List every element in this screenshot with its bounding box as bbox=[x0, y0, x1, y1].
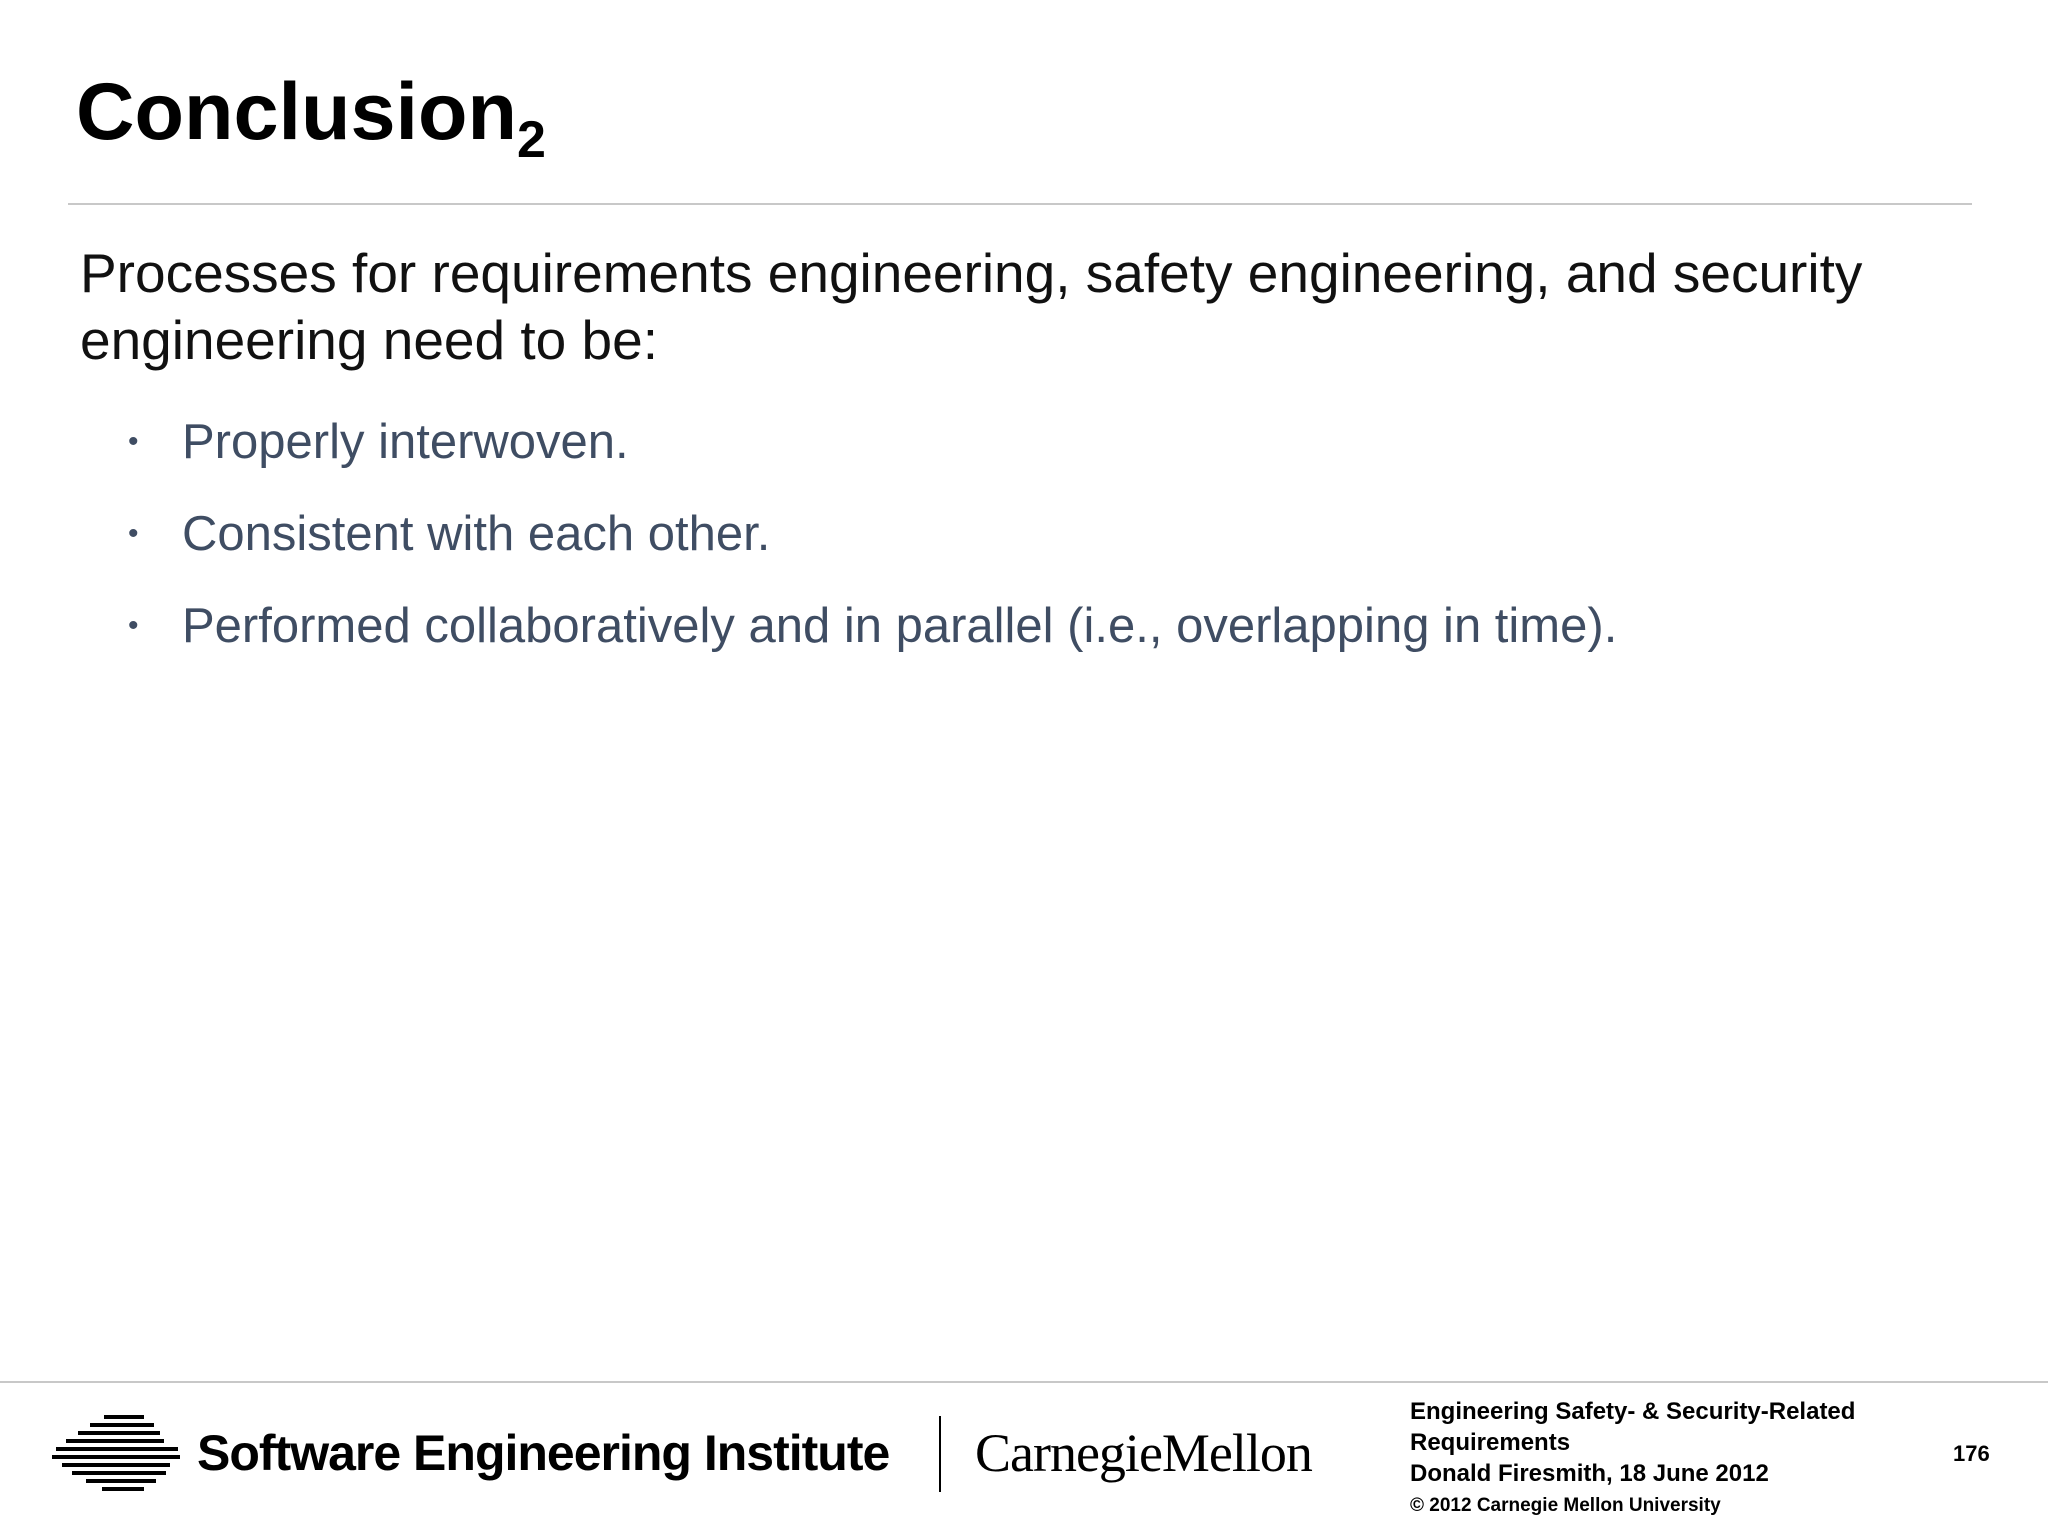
bullet-text: Properly interwoven. bbox=[182, 415, 629, 469]
sei-striped-logo-icon bbox=[52, 1415, 182, 1491]
bullet-text: Consistent with each other. bbox=[182, 507, 771, 561]
logo-divider bbox=[939, 1416, 941, 1492]
bullet-list bbox=[128, 402, 1928, 678]
slide-title-subscript: 2 bbox=[517, 111, 546, 169]
footer-divider bbox=[0, 1381, 2048, 1383]
bullet-text: Performed collaboratively and in parallel (i.e., overlapping in time). bbox=[182, 599, 1618, 653]
footer-info bbox=[1410, 1396, 1930, 1489]
bullet-item bbox=[128, 494, 1928, 586]
slide-title-text: Conclusion bbox=[76, 67, 517, 157]
author-date: Donald Firesmith, 18 June 2012 bbox=[1410, 1460, 1769, 1487]
cmu-name: CarnegieMellon bbox=[975, 1423, 1312, 1483]
sei-name: Software Engineering Institute bbox=[197, 1425, 890, 1481]
copyright: © 2012 Carnegie Mellon University bbox=[1410, 1495, 1721, 1516]
bullet-dot-icon: • bbox=[128, 609, 139, 642]
bullet-item bbox=[128, 586, 1928, 678]
slide-title bbox=[76, 62, 546, 169]
page-number: 176 bbox=[1953, 1441, 1990, 1466]
title-divider bbox=[68, 203, 1972, 205]
bullet-dot-icon: • bbox=[128, 425, 139, 458]
presentation-title-line1: Engineering Safety- & Security-Related bbox=[1410, 1398, 1856, 1425]
presentation-title-line2: Requirements bbox=[1410, 1429, 1571, 1456]
bullet-item bbox=[128, 402, 1928, 494]
bullet-dot-icon: • bbox=[128, 517, 139, 550]
intro-text: Processes for requirements engineering, safety engineering, and security engineering need to be: bbox=[80, 242, 1863, 371]
